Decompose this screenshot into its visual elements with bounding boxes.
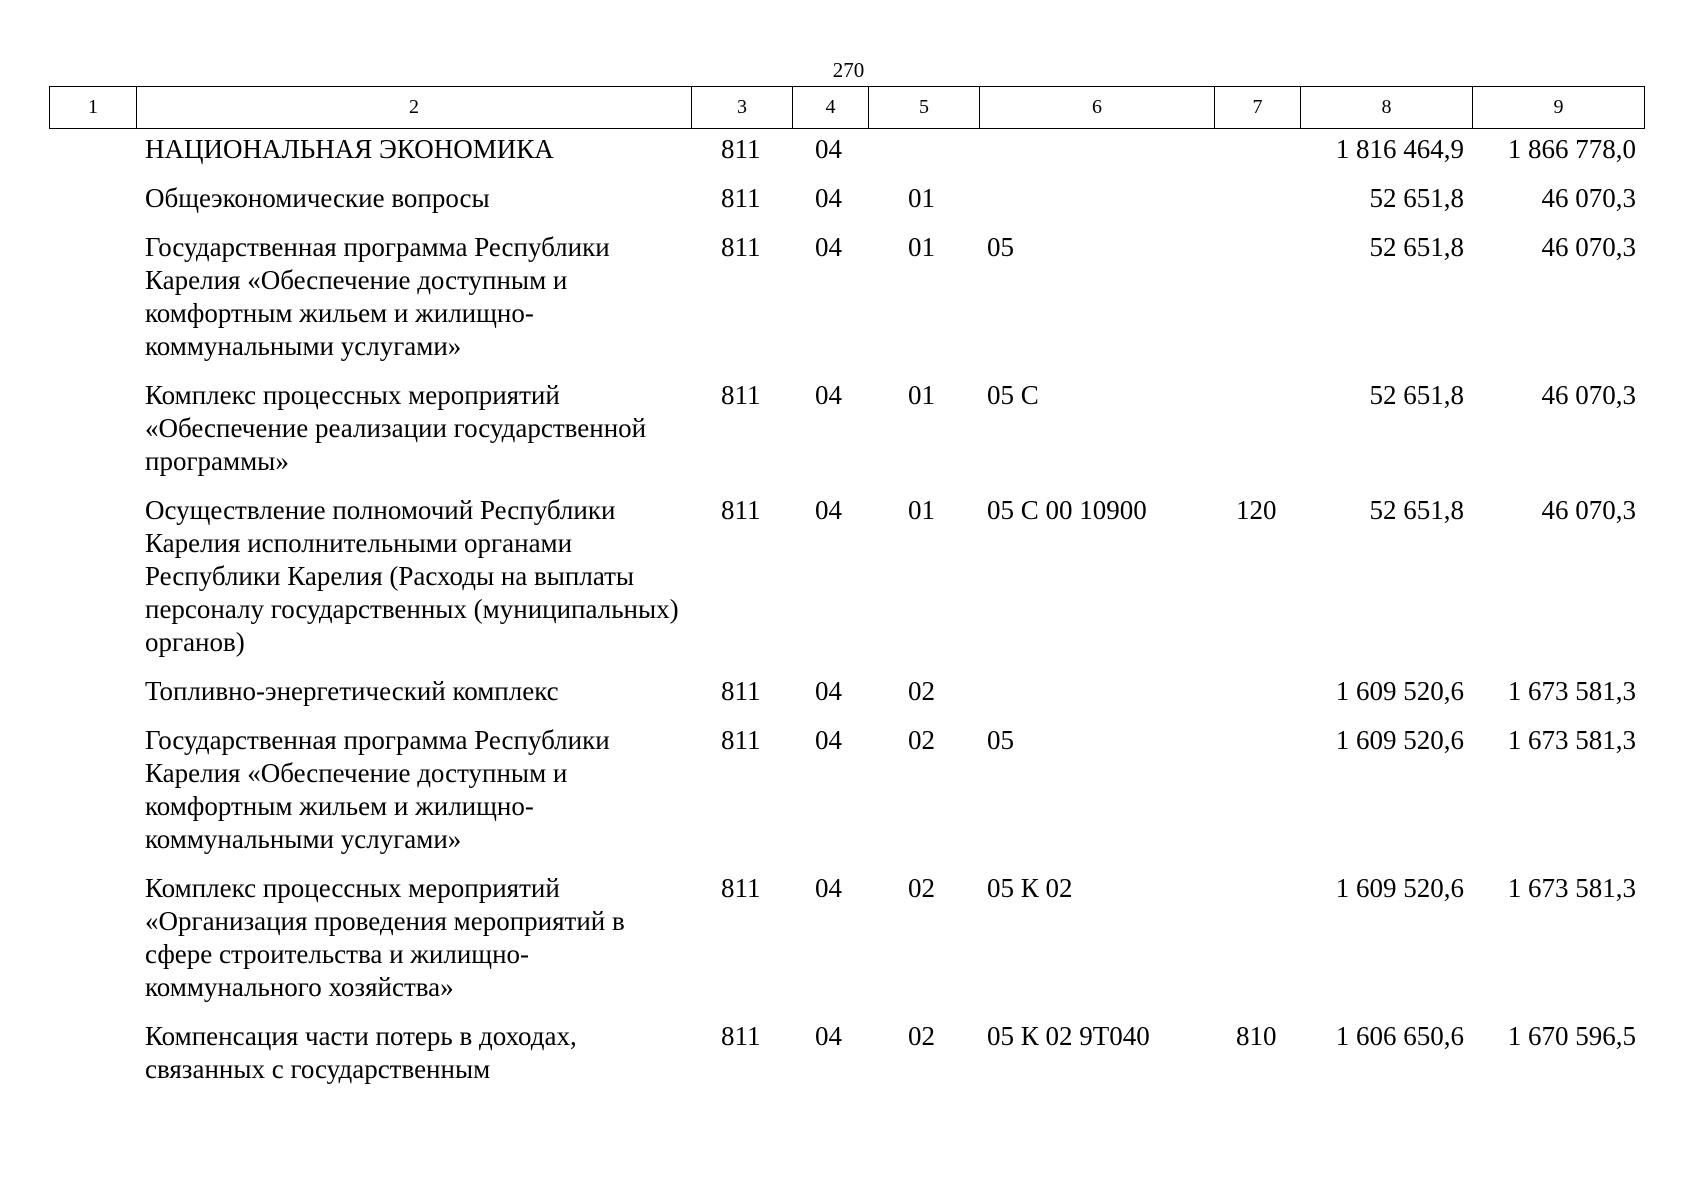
cell-col9: 1 670 596,5 bbox=[1507, 1021, 1636, 1051]
table-row bbox=[49, 494, 1644, 675]
cell-col9: 1 673 581,3 bbox=[1507, 725, 1636, 755]
cell-col4: 04 bbox=[815, 1021, 842, 1051]
cell-col8: 52 651,8 bbox=[1369, 380, 1464, 410]
cell-col6: 05 К 02 bbox=[987, 873, 1073, 903]
cell-col5: 02 bbox=[908, 725, 935, 755]
cell-col4: 04 bbox=[815, 232, 842, 262]
column-header-row bbox=[50, 87, 1645, 129]
cell-col4: 04 bbox=[815, 873, 842, 903]
column-header: 4 bbox=[793, 87, 869, 129]
cell-col7: 120 bbox=[1236, 495, 1277, 525]
row-name: Государственная программа Республики Карелия «Обеспечение доступным и комфортным жильем и жилищно-коммунальными услугами» bbox=[145, 232, 610, 361]
cell-col8: 1 609 520,6 bbox=[1335, 676, 1464, 706]
cell-col3: 811 bbox=[721, 1021, 761, 1051]
cell-col5: 01 bbox=[908, 380, 935, 410]
row-name: Осуществление полномочий Республики Карелия исполнительными органами Республики Карелия (Расходы на выплаты персоналу государственных (муниципальных) органов) bbox=[145, 495, 679, 657]
cell-col5 bbox=[868, 133, 979, 182]
cell-col3: 811 bbox=[721, 725, 761, 755]
cell-col7 bbox=[1214, 379, 1300, 494]
cell-col6 bbox=[979, 182, 1214, 231]
row-index-cell bbox=[49, 379, 136, 494]
row-name: НАЦИОНАЛЬНАЯ ЭКОНОМИКА bbox=[145, 134, 554, 164]
cell-col6 bbox=[979, 675, 1214, 724]
table-row bbox=[49, 231, 1644, 379]
cell-col8: 52 651,8 bbox=[1369, 232, 1464, 262]
cell-col4: 04 bbox=[815, 676, 842, 706]
column-header: 8 bbox=[1301, 87, 1473, 129]
table-row bbox=[49, 182, 1644, 231]
cell-col3: 811 bbox=[721, 134, 761, 164]
cell-col3: 811 bbox=[721, 183, 761, 213]
cell-col7 bbox=[1214, 133, 1300, 182]
table-row bbox=[49, 872, 1644, 1020]
row-name: Компенсация части потерь в доходах, связанных с государственным bbox=[145, 1021, 577, 1084]
cell-col8: 52 651,8 bbox=[1369, 495, 1464, 525]
cell-col3: 811 bbox=[721, 676, 761, 706]
column-header: 1 bbox=[50, 87, 137, 129]
cell-col7 bbox=[1214, 231, 1300, 379]
row-name: Комплекс процессных мероприятий «Обеспечение реализации государственной программы» bbox=[145, 380, 647, 476]
cell-col3: 811 bbox=[721, 380, 761, 410]
cell-col9: 46 070,3 bbox=[1541, 495, 1636, 525]
cell-col9: 46 070,3 bbox=[1541, 183, 1636, 213]
cell-col8: 1 816 464,9 bbox=[1335, 134, 1464, 164]
column-header: 5 bbox=[869, 87, 980, 129]
cell-col3: 811 bbox=[721, 873, 761, 903]
cell-col6: 05 С bbox=[987, 380, 1039, 410]
cell-col7 bbox=[1214, 724, 1300, 872]
cell-col6: 05 bbox=[987, 232, 1014, 262]
column-header: 9 bbox=[1473, 87, 1645, 129]
cell-col5: 01 bbox=[908, 495, 935, 525]
table-row bbox=[49, 133, 1644, 182]
cell-col8: 1 609 520,6 bbox=[1335, 873, 1464, 903]
row-index-cell bbox=[49, 872, 136, 1020]
row-index-cell bbox=[49, 1020, 136, 1102]
cell-col7 bbox=[1214, 675, 1300, 724]
table-row bbox=[49, 724, 1644, 872]
cell-col5: 01 bbox=[908, 183, 935, 213]
cell-col9: 1 673 581,3 bbox=[1507, 873, 1636, 903]
cell-col6: 05 bbox=[987, 725, 1014, 755]
budget-table bbox=[49, 133, 1644, 1102]
page-number: 270 bbox=[832, 58, 865, 82]
cell-col9: 46 070,3 bbox=[1541, 232, 1636, 262]
cell-col4: 04 bbox=[815, 495, 842, 525]
cell-col6 bbox=[979, 133, 1214, 182]
row-index-cell bbox=[49, 724, 136, 872]
cell-col5: 01 bbox=[908, 232, 935, 262]
cell-col9: 1 866 778,0 bbox=[1507, 134, 1636, 164]
cell-col6: 05 С 00 10900 bbox=[987, 495, 1147, 525]
cell-col7 bbox=[1214, 182, 1300, 231]
column-header: 2 bbox=[137, 87, 692, 129]
cell-col5: 02 bbox=[908, 1021, 935, 1051]
cell-col4: 04 bbox=[815, 134, 842, 164]
row-index-cell bbox=[49, 182, 136, 231]
row-index-cell bbox=[49, 133, 136, 182]
cell-col7 bbox=[1214, 872, 1300, 1020]
cell-col8: 1 609 520,6 bbox=[1335, 725, 1464, 755]
row-index-cell bbox=[49, 675, 136, 724]
cell-col4: 04 bbox=[815, 380, 842, 410]
row-name: Общеэкономические вопросы bbox=[145, 183, 490, 213]
cell-col9: 1 673 581,3 bbox=[1507, 676, 1636, 706]
cell-col5: 02 bbox=[908, 676, 935, 706]
cell-col6: 05 К 02 9Т040 bbox=[987, 1021, 1150, 1051]
row-index-cell bbox=[49, 231, 136, 379]
cell-col5: 02 bbox=[908, 873, 935, 903]
cell-col3: 811 bbox=[721, 495, 761, 525]
row-index-cell bbox=[49, 494, 136, 675]
table-row bbox=[49, 675, 1644, 724]
column-header: 7 bbox=[1215, 87, 1301, 129]
cell-col4: 04 bbox=[815, 725, 842, 755]
cell-col3: 811 bbox=[721, 232, 761, 262]
row-name: Комплекс процессных мероприятий «Организация проведения мероприятий в сфере строительства и жилищно-коммунального хозяйства» bbox=[145, 873, 625, 1002]
column-header-table bbox=[49, 86, 1645, 129]
cell-col8: 52 651,8 bbox=[1369, 183, 1464, 213]
cell-col8: 1 606 650,6 bbox=[1335, 1021, 1464, 1051]
row-name: Топливно-энергетический комплекс bbox=[145, 676, 559, 706]
table-row bbox=[49, 379, 1644, 494]
table-row bbox=[49, 1020, 1644, 1102]
column-header: 3 bbox=[692, 87, 793, 129]
cell-col4: 04 bbox=[815, 183, 842, 213]
column-header: 6 bbox=[980, 87, 1215, 129]
cell-col9: 46 070,3 bbox=[1541, 380, 1636, 410]
row-name: Государственная программа Республики Карелия «Обеспечение доступным и комфортным жильем и жилищно-коммунальными услугами» bbox=[145, 725, 610, 854]
cell-col7: 810 bbox=[1236, 1021, 1277, 1051]
